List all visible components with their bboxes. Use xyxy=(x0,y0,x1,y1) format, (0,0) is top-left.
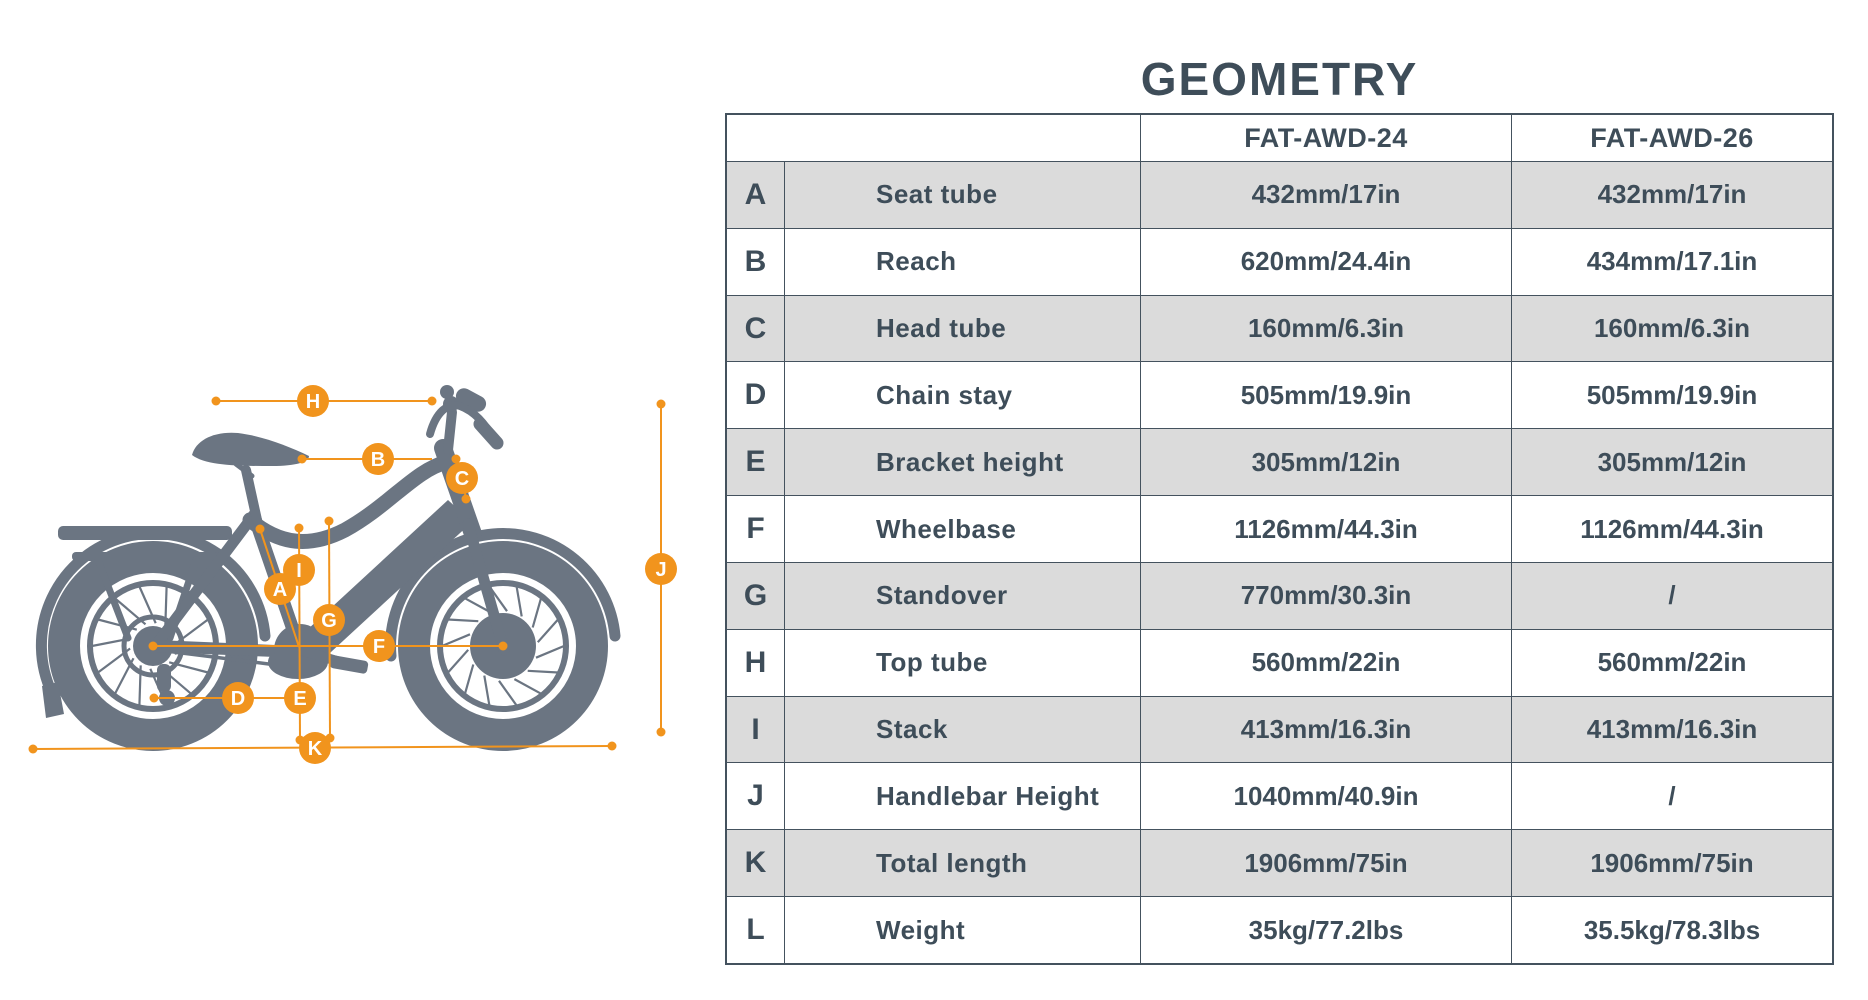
dimension-label: Stack xyxy=(785,697,1141,763)
bell xyxy=(440,385,454,399)
row-letter: A xyxy=(727,162,785,228)
dimension-label: Bracket height xyxy=(785,429,1141,495)
stem xyxy=(448,412,452,450)
value-fat-awd-26: 505mm/19.9in xyxy=(1586,379,1758,410)
value-fat-awd-24: 505mm/19.9in xyxy=(1141,362,1512,428)
value-fat-awd-26: 35.5kg/78.3lbs xyxy=(1583,914,1761,945)
column-header-fat-awd-26: FAT-AWD-26 xyxy=(1590,122,1754,153)
value-fat-awd-26: 432mm/17in xyxy=(1597,179,1747,210)
saddle-assembly xyxy=(192,433,309,520)
row-letter: K xyxy=(727,830,785,896)
badge-C-letter: C xyxy=(454,468,470,490)
row-letter: F xyxy=(727,496,785,562)
table-row xyxy=(727,763,1832,830)
seat-post xyxy=(246,470,257,520)
value-fat-awd-24: 1906mm/75in xyxy=(1141,830,1512,896)
row-letter: C xyxy=(727,296,785,362)
value-fat-awd-24: 1040mm/40.9in xyxy=(1141,763,1512,829)
dimension-label: Chain stay xyxy=(785,362,1141,428)
dimension-label: Head tube xyxy=(785,296,1141,362)
value-fat-awd-26: 1906mm/75in xyxy=(1590,847,1754,878)
value-fat-awd-24: 1126mm/44.3in xyxy=(1141,496,1512,562)
badge-B-letter: B xyxy=(370,449,386,471)
dimension-label: Standover xyxy=(785,563,1141,629)
value-fat-awd-24: 560mm/22in xyxy=(1141,630,1512,696)
table-row xyxy=(727,162,1832,229)
table-row xyxy=(727,830,1832,897)
value-fat-awd-24: 770mm/30.3in xyxy=(1141,563,1512,629)
dimension-label: Handlebar Height xyxy=(785,763,1141,829)
row-letter: L xyxy=(727,897,785,963)
badge-H-letter: H xyxy=(305,391,321,413)
value-fat-awd-26: / xyxy=(1668,580,1676,611)
value-fat-awd-26: / xyxy=(1668,780,1676,811)
table-row xyxy=(727,496,1832,563)
row-letter: E xyxy=(727,429,785,495)
dimension-label: Seat tube xyxy=(785,162,1141,228)
value-fat-awd-24: 305mm/12in xyxy=(1141,429,1512,495)
value-fat-awd-26: 305mm/12in xyxy=(1597,446,1747,477)
badge-F-letter: F xyxy=(372,636,386,658)
saddle xyxy=(192,433,309,466)
badge-E-letter: E xyxy=(293,688,307,710)
row-letter: B xyxy=(727,229,785,295)
grip xyxy=(480,424,497,443)
dimension-label: Wheelbase xyxy=(785,496,1141,562)
value-fat-awd-24: 160mm/6.3in xyxy=(1141,296,1512,362)
table-body xyxy=(727,162,1832,963)
pedal xyxy=(329,655,369,674)
row-letter: G xyxy=(727,563,785,629)
badge-I-letter: I xyxy=(296,560,302,582)
value-fat-awd-26: 1126mm/44.3in xyxy=(1580,513,1764,544)
rear-derailleur xyxy=(157,664,171,692)
value-fat-awd-26: 560mm/22in xyxy=(1597,647,1747,678)
value-fat-awd-26: 160mm/6.3in xyxy=(1593,313,1751,344)
value-fat-awd-24: 35kg/77.2lbs xyxy=(1141,897,1512,963)
table-row xyxy=(727,563,1832,630)
badge-A-letter: A xyxy=(272,579,288,601)
column-header-fat-awd-24: FAT-AWD-24 xyxy=(1141,115,1512,161)
value-fat-awd-24: 620mm/24.4in xyxy=(1141,229,1512,295)
row-letter: H xyxy=(727,630,785,696)
table-row xyxy=(727,229,1832,296)
dimension-label: Reach xyxy=(785,229,1141,295)
dimension-label: Top tube xyxy=(785,630,1141,696)
bike-geometry-diagram xyxy=(0,0,700,1000)
table-header-row xyxy=(727,115,1832,162)
value-fat-awd-24: 413mm/16.3in xyxy=(1141,697,1512,763)
dimension-label: Weight xyxy=(785,897,1141,963)
table-row xyxy=(727,630,1832,697)
page-title: GEOMETRY xyxy=(1140,53,1419,105)
table-row xyxy=(727,429,1832,496)
badge-J-letter: J xyxy=(655,559,667,581)
table-row xyxy=(727,897,1832,963)
value-fat-awd-24: 432mm/17in xyxy=(1141,162,1512,228)
badge-K-letter: K xyxy=(307,738,323,760)
badge-G-letter: G xyxy=(321,610,337,632)
value-fat-awd-26: 413mm/16.3in xyxy=(1586,714,1758,745)
header-empty-cell xyxy=(727,115,1141,161)
table-row xyxy=(727,362,1832,429)
dimension-label: Total length xyxy=(785,830,1141,896)
table-row xyxy=(727,697,1832,764)
geometry-table xyxy=(725,113,1834,965)
row-letter: D xyxy=(727,362,785,428)
badge-D-letter: D xyxy=(230,688,246,710)
value-fat-awd-26: 434mm/17.1in xyxy=(1586,246,1758,277)
table-row xyxy=(727,296,1832,363)
row-letter: J xyxy=(727,763,785,829)
row-letter: I xyxy=(727,697,785,763)
